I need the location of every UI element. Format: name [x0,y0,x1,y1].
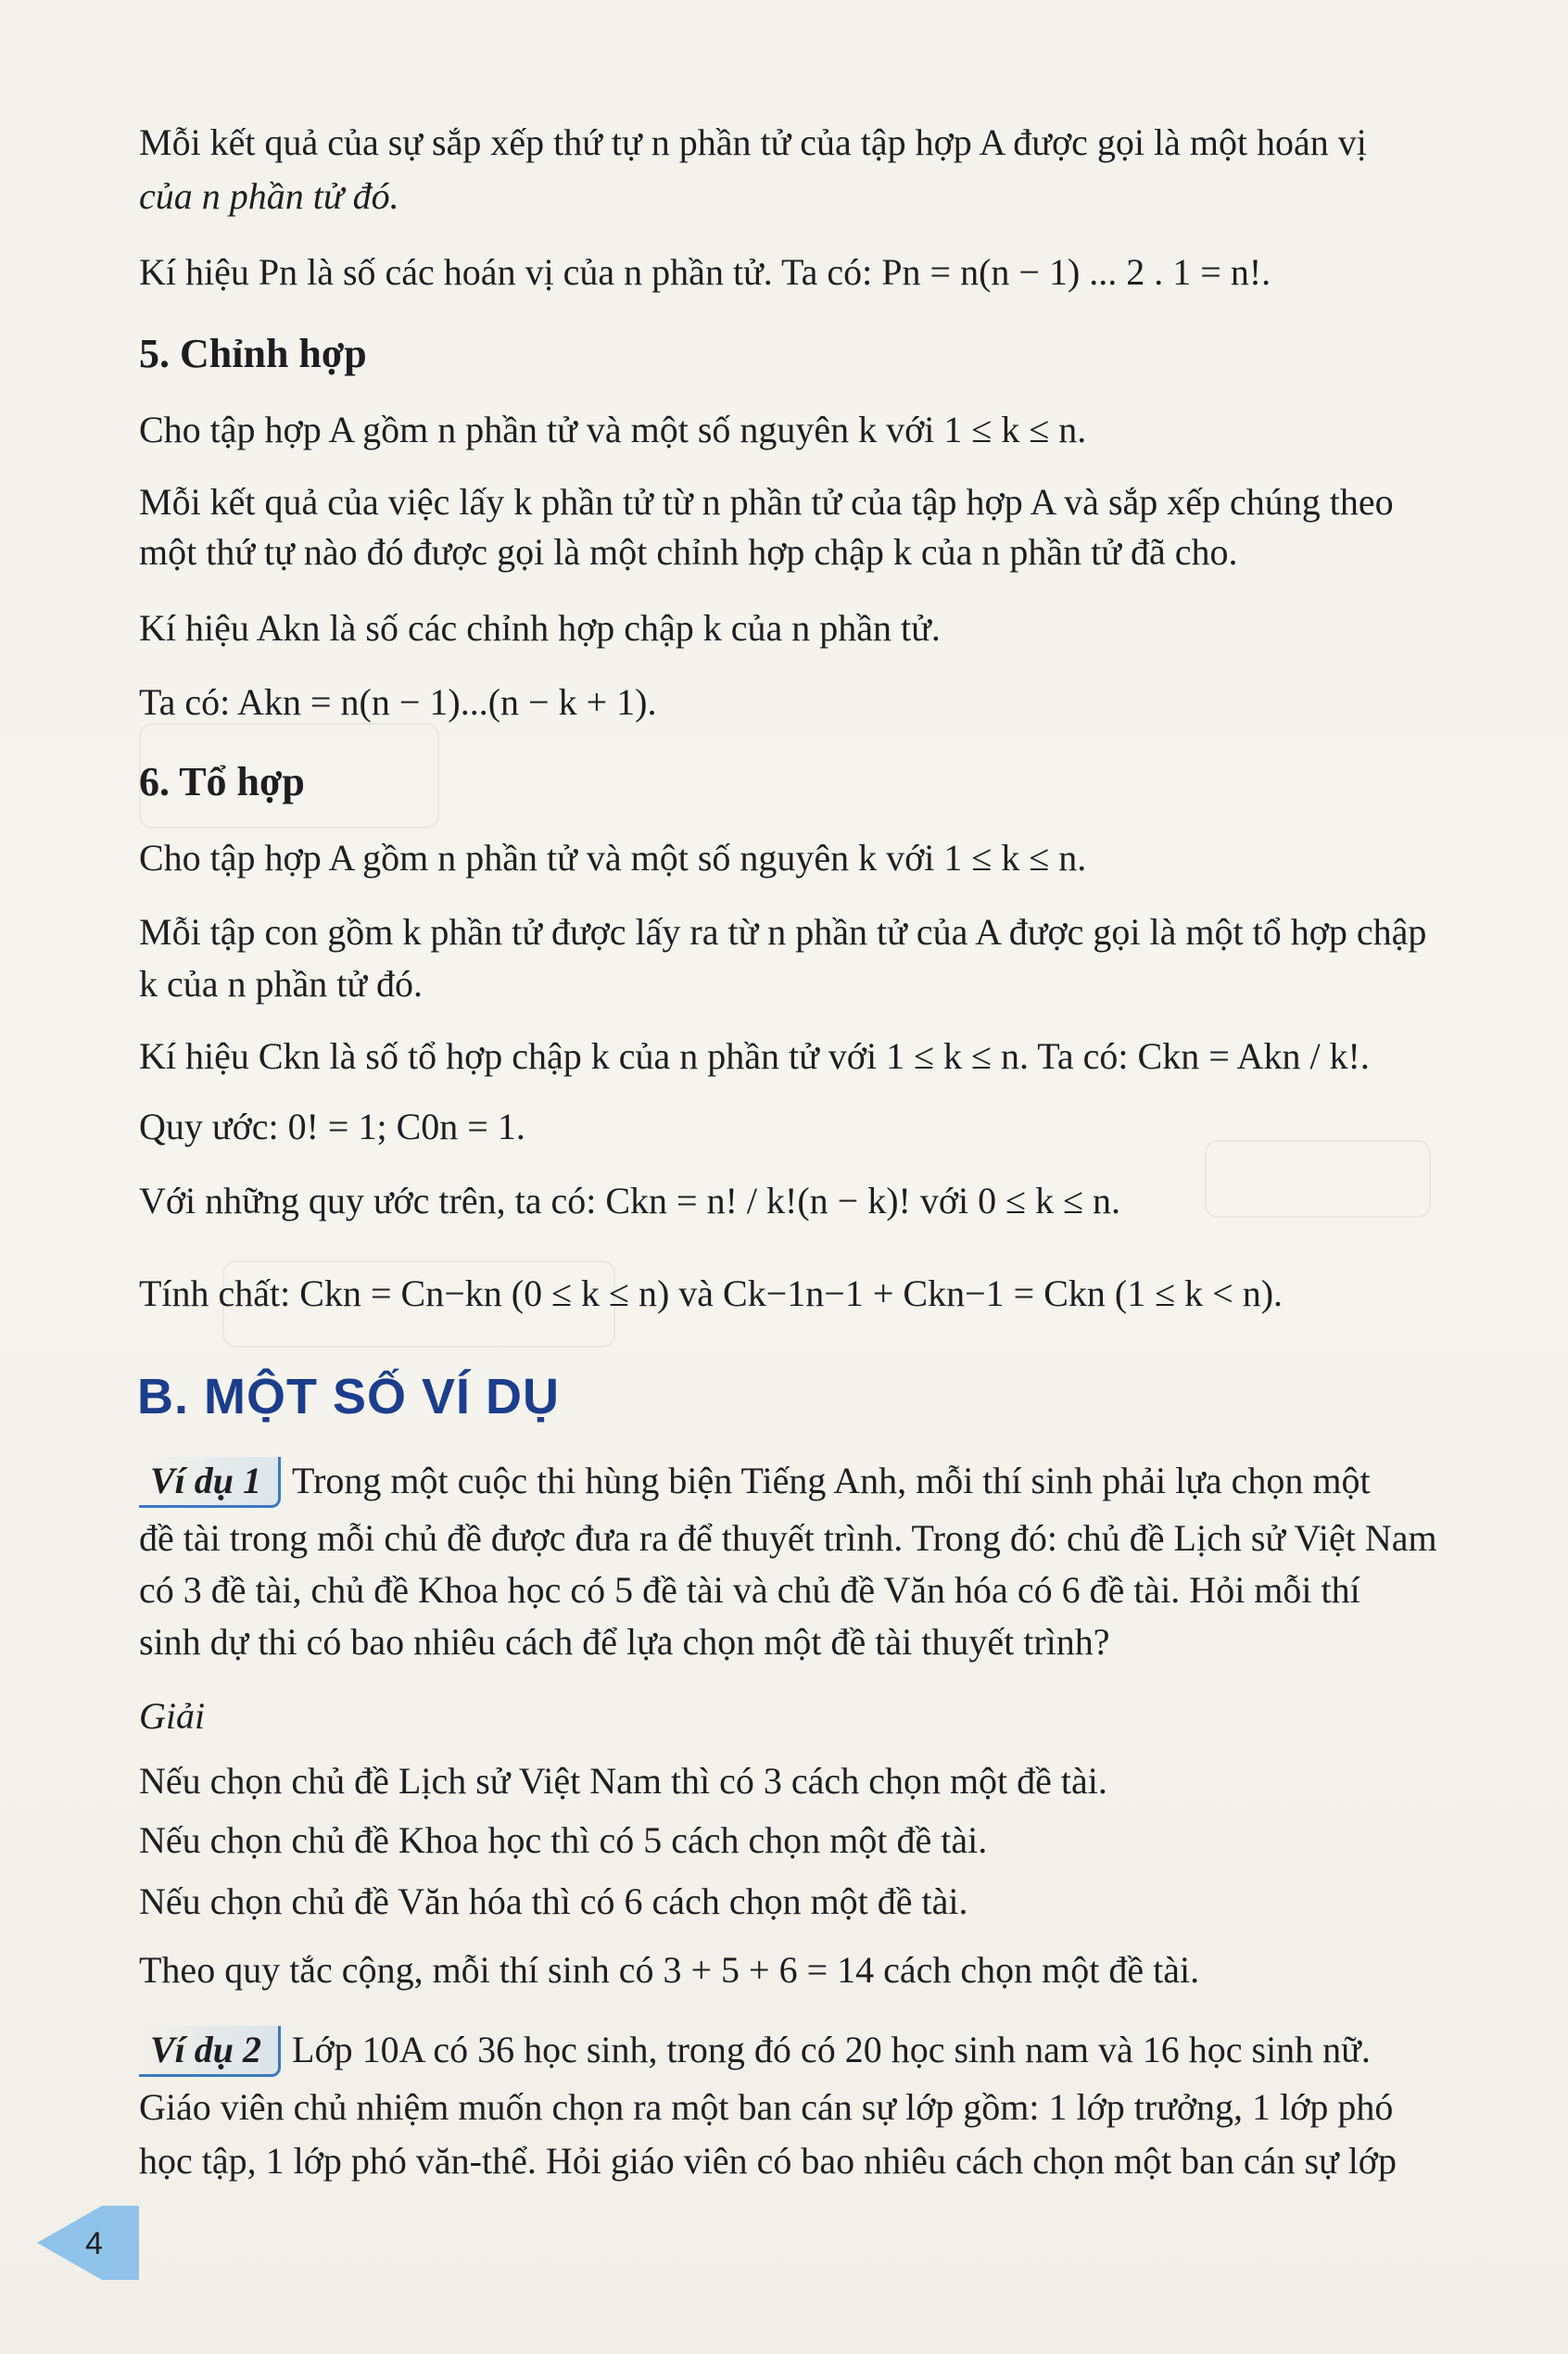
text-run: Lớp 10A có 36 học sinh, trong đó có 20 học sinh nam và 16 học sinh nữ. [292,2029,1371,2070]
heading-text: 6. Tổ hợp [139,759,305,804]
text-run: Với những quy ước trên, ta có: Ckn = n! / k!(n − k)! với 0 ≤ k ≤ n. [139,1180,1121,1221]
text-run: Theo quy tắc cộng, mỗi thí sinh có 3 + 5 + 6 = 14 cách chọn một đề tài. [139,1949,1200,1991]
text-run: đề tài trong mỗi chủ đề được đưa ra để thuyết trình. Trong đó: chủ đề Lịch sử Việt Nam [139,1517,1437,1559]
text-run: có 3 đề tài, chủ đề Khoa học có 5 đề tài và chủ đề Văn hóa có 6 đề tài. Hỏi mỗi thí [139,1569,1360,1611]
text-run: Mỗi kết quả của việc lấy k phần tử từ n phần tử của tập hợp A và sắp xếp chúng theo [139,481,1394,523]
text-run: Tính chất: Ckn = Cn−kn (0 ≤ k ≤ n) và Ck−1n−1 + Ckn−1 = Ckn (1 ≤ k < n). [139,1272,1283,1314]
example-1-tag: Ví dụ 1 [139,1457,281,1508]
example-2-line-1 [139,2026,1520,2077]
example-2-line-2 [139,2083,1520,2132]
chinh-hop-line-4 [139,604,1520,652]
to-hop-line-1 [139,834,1520,882]
example-2-tag: Ví dụ 2 [139,2026,281,2077]
text-run: sinh dự thi có bao nhiêu cách để lựa chọn một đề tài thuyết trình? [139,1621,1110,1663]
text-run: Kí hiệu Ckn là số tổ hợp chập k của n phần tử với 1 ≤ k ≤ n. Ta có: Ckn = Akn / k!. [139,1035,1370,1077]
text-run: Mỗi tập con gồm k phần tử được lấy ra từ n phần tử của A được gọi là một tổ hợp chập [139,911,1427,953]
solution-label [139,1692,1520,1740]
to-hop-line-5 [139,1103,1520,1151]
solution-line-1 [139,1757,1520,1805]
chinh-hop-line-1 [139,406,1520,454]
text-run: một thứ tự nào đó được gọi là một chỉnh hợp chập k của n phần tử đã cho. [139,531,1238,573]
text-run: Cho tập hợp A gồm n phần tử và một số nguyên k với 1 ≤ k ≤ n. [139,837,1087,879]
solution-line-4 [139,1946,1520,1994]
text-run: Nếu chọn chủ đề Văn hóa thì có 6 cách chọn một đề tài. [139,1880,968,1922]
section-title-chinh-hop [139,330,1520,378]
hoanvi-definition-line-1 [139,119,1520,167]
text-run: Ta có: Akn = n(n − 1)...(n − k + 1). [139,681,657,723]
section-title-to-hop [139,758,1520,806]
text-run: của n phần tử đó. [139,175,399,217]
hoanvi-symbol-line [139,248,1520,297]
heading-text: B. MỘT SỐ VÍ DỤ [137,1369,561,1424]
example-2-line-3 [139,2137,1520,2185]
text-run: Nếu chọn chủ đề Khoa học thì có 5 cách chọn một đề tài. [139,1819,988,1861]
to-hop-line-3 [139,960,1520,1008]
text-run: Giáo viên chủ nhiệm muốn chọn ra một ban cán sự lớp gồm: 1 lớp trưởng, 1 lớp phó [139,2086,1394,2128]
text-run: Cho tập hợp A gồm n phần tử và một số nguyên k với 1 ≤ k ≤ n. [139,409,1087,450]
text-run: Kí hiệu Akn là số các chỉnh hợp chập k của n phần tử. [139,607,941,649]
to-hop-line-7 [139,1270,1520,1318]
text-run: Nếu chọn chủ đề Lịch sử Việt Nam thì có 3 cách chọn một đề tài. [139,1760,1107,1802]
text-run: Giải [139,1695,206,1737]
to-hop-line-6 [139,1177,1520,1225]
text-run: Trong một cuộc thi hùng biện Tiếng Anh, mỗi thí sinh phải lựa chọn một [292,1460,1371,1501]
to-hop-line-2 [139,908,1520,956]
solution-line-2 [139,1816,1520,1865]
to-hop-line-4 [139,1032,1520,1081]
chinh-hop-line-2 [139,478,1520,526]
chinh-hop-line-3 [139,528,1520,576]
hoanvi-definition-line-2 [139,172,1520,221]
text-run: Mỗi kết quả của sự sắp xếp thứ tự n phần tử của tập hợp A được gọi là một hoán vị [139,121,1367,163]
page-number: 4 [85,2226,103,2261]
example-1-line-4 [139,1618,1520,1666]
section-title-examples [137,1368,560,1425]
example-1-line-2 [139,1514,1520,1563]
solution-line-3 [139,1878,1520,1926]
example-1-line-1 [139,1457,1520,1508]
chinh-hop-line-5 [139,678,1520,727]
heading-text: 5. Chỉnh hợp [139,331,367,376]
text-run: học tập, 1 lớp phó văn-thể. Hỏi giáo viên có bao nhiêu cách chọn một ban cán sự lớp [139,2140,1397,2182]
text-run: Quy ước: 0! = 1; C0n = 1. [139,1106,525,1147]
text-run: k của n phần tử đó. [139,963,424,1005]
example-1-line-3 [139,1566,1520,1614]
text-run: Kí hiệu Pn là số các hoán vị của n phần tử. Ta có: Pn = n(n − 1) ... 2 . 1 = n!. [139,251,1271,293]
